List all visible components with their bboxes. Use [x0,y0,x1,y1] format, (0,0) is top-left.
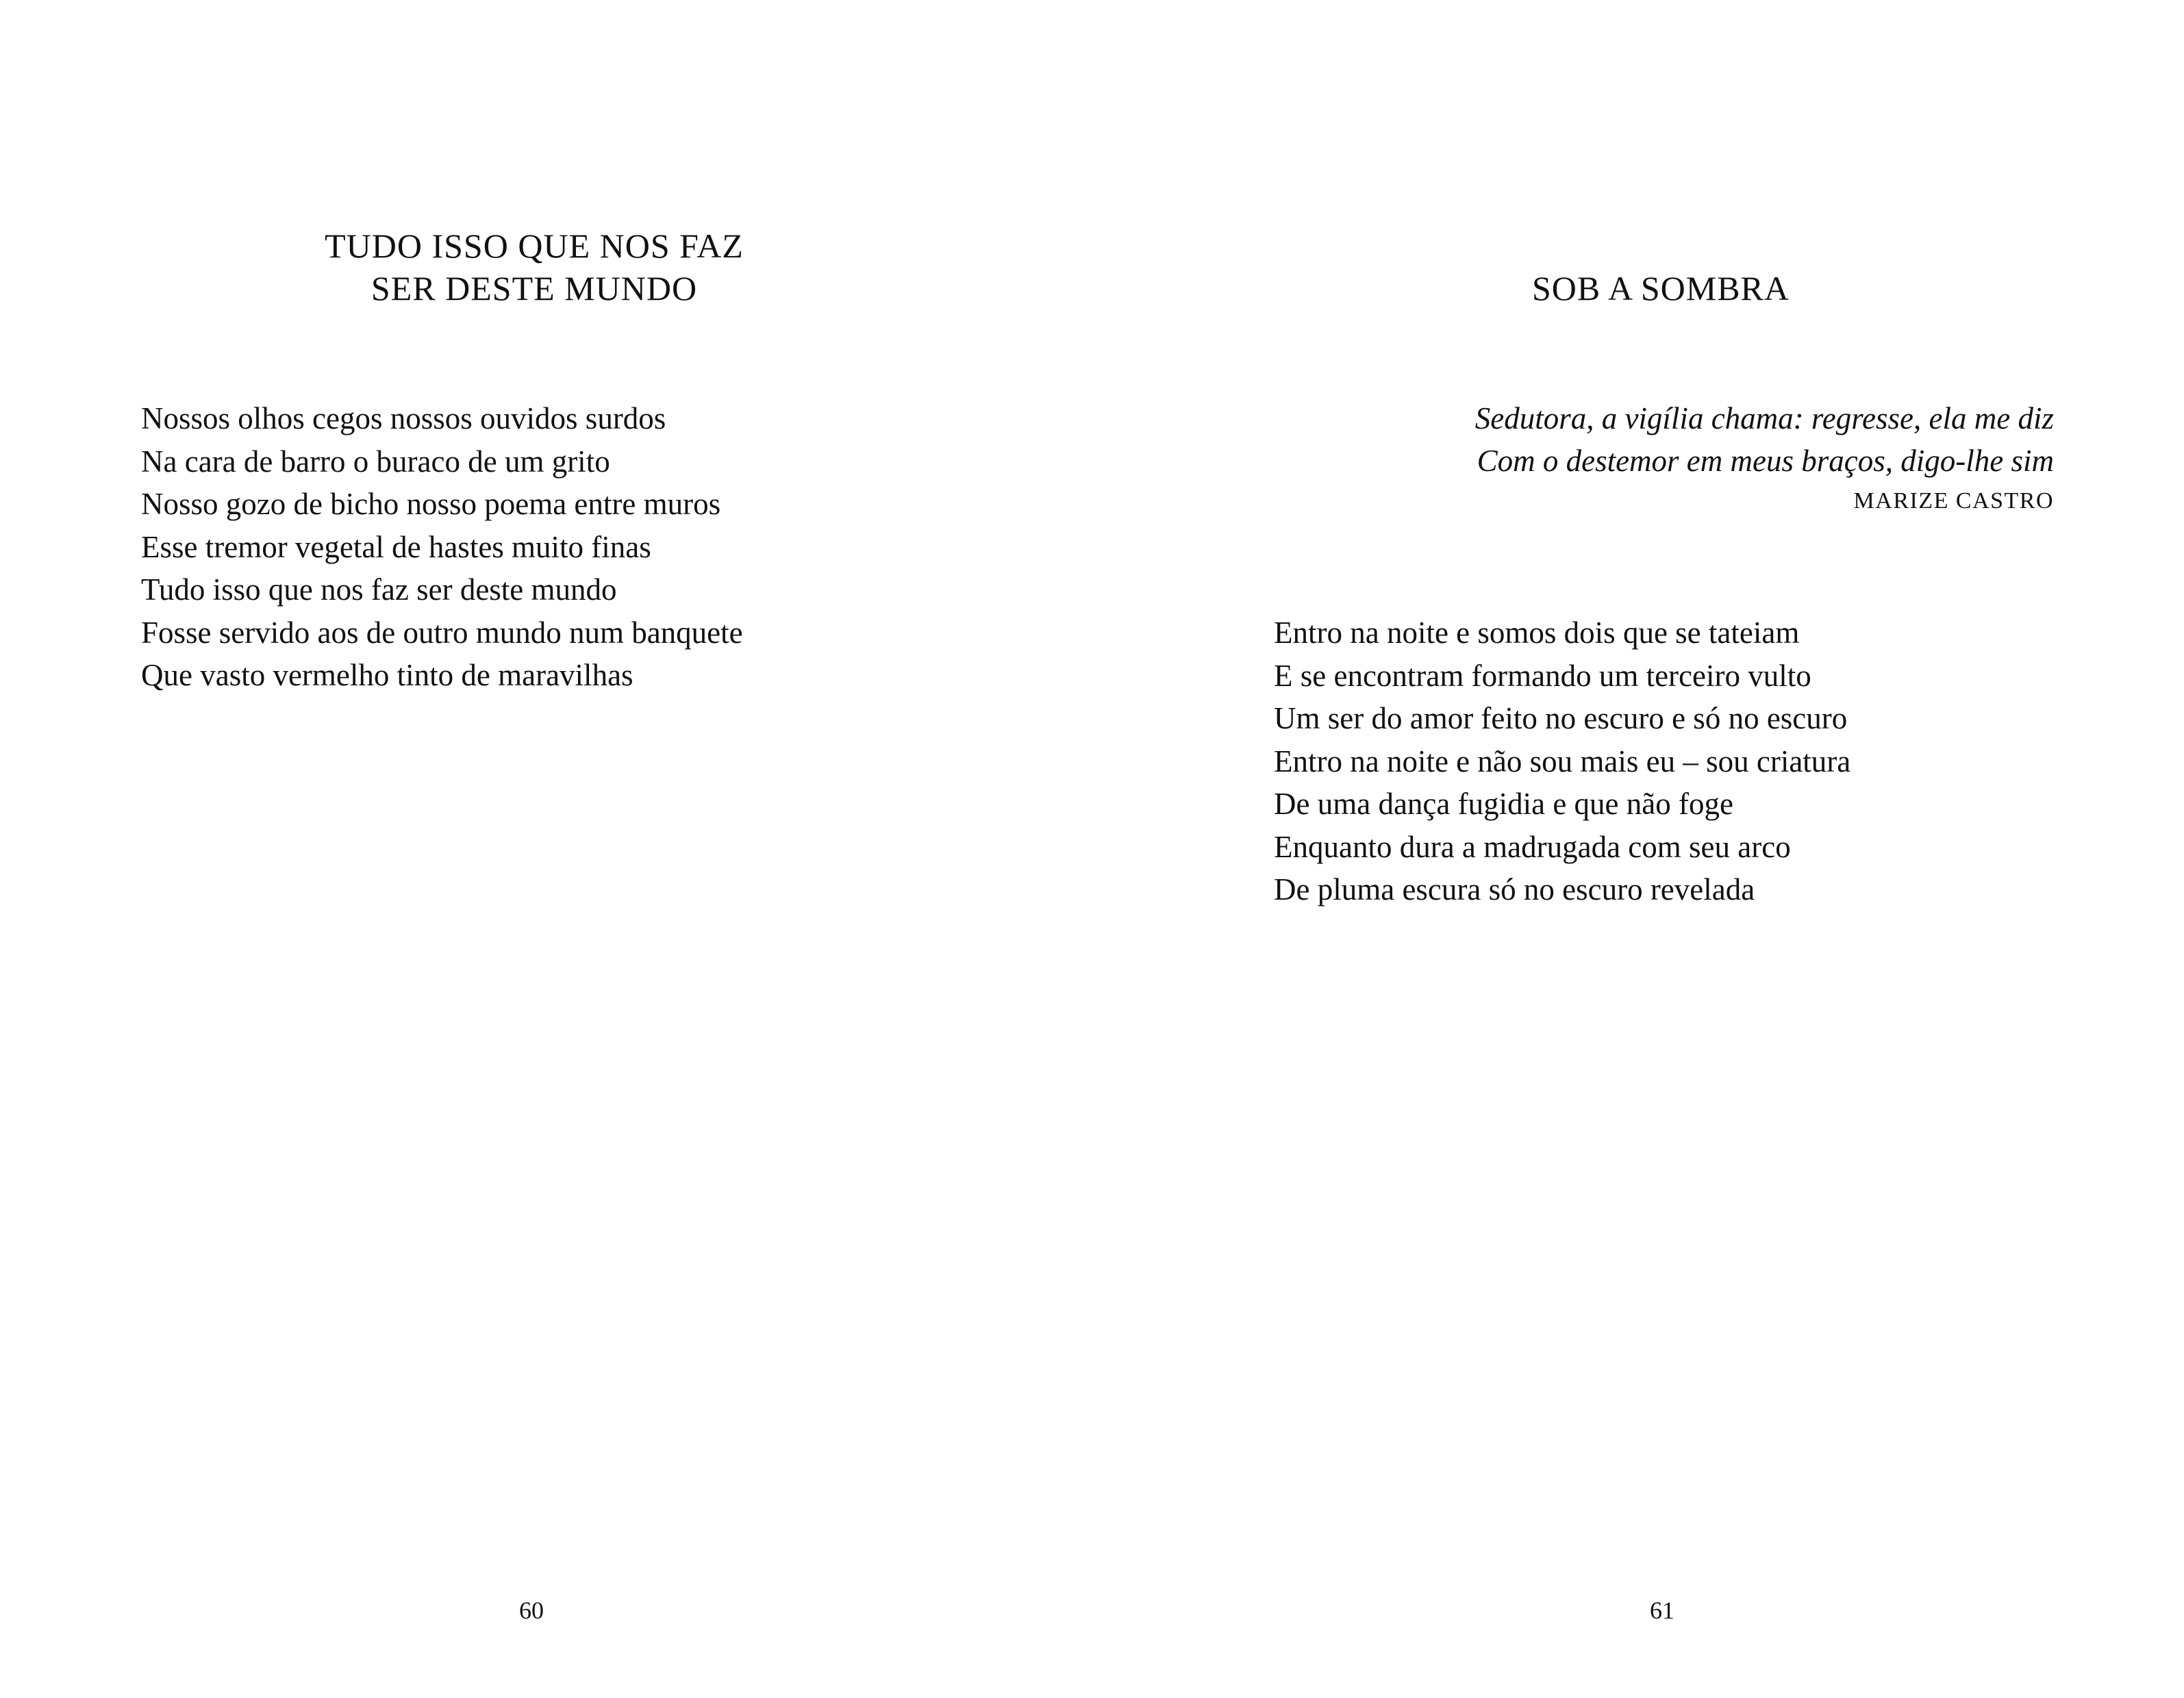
poem-line: De pluma escura só no escuro revelada [1274,872,1755,907]
page-number: 61 [1650,1597,1674,1624]
poem-line: Na cara de barro o buraco de um grito [141,444,610,479]
poem-line: E se encontram formando um terceiro vulto [1274,658,1811,693]
poem-title [1353,267,1969,309]
poem-title-line-1: SOB A SOMBRA [1531,269,1790,307]
poem-title-line-1: TUDO ISSO QUE NOS FAZ [325,227,744,265]
poem-line: De uma dança fugidia e que não foge [1274,787,1733,821]
poem-line: Tudo isso que nos faz ser deste mundo [141,572,617,607]
poem-line: Entro na noite e não sou mais eu – sou criatura [1274,744,1851,778]
poem-line: Enquanto dura a madrugada com seu arco [1274,829,1791,864]
epigraph [1475,397,2054,516]
poem-body [141,397,743,697]
poem-line: Que vasto vermelho tinto de maravilhas [141,658,633,692]
epigraph-line: Sedutora, a vigília chama: regresse, ela me diz [1474,401,2054,435]
poem-title [260,225,808,309]
poem-line: Nosso gozo de bicho nosso poema entre muros [141,487,721,521]
poem-line: Entro na noite e somos dois que se tateiam [1274,616,1800,650]
poem-line: Fosse servido aos de outro mundo num banquete [141,615,743,650]
poem-line: Um ser do amor feito no escuro e só no escuro [1274,701,1848,735]
poem-line: Nossos olhos cegos nossos ouvidos surdos [141,401,666,435]
poem-body [1274,611,1850,911]
poem-title-line-2: SER DESTE MUNDO [371,269,698,307]
epigraph-line: Com o destemor em meus braços, digo-lhe sim [1477,444,2054,478]
poem-line: Esse tremor vegetal de hastes muito finas [141,529,651,564]
page-number: 60 [519,1597,544,1624]
epigraph-author: MARIZE CASTRO [1853,488,2054,514]
